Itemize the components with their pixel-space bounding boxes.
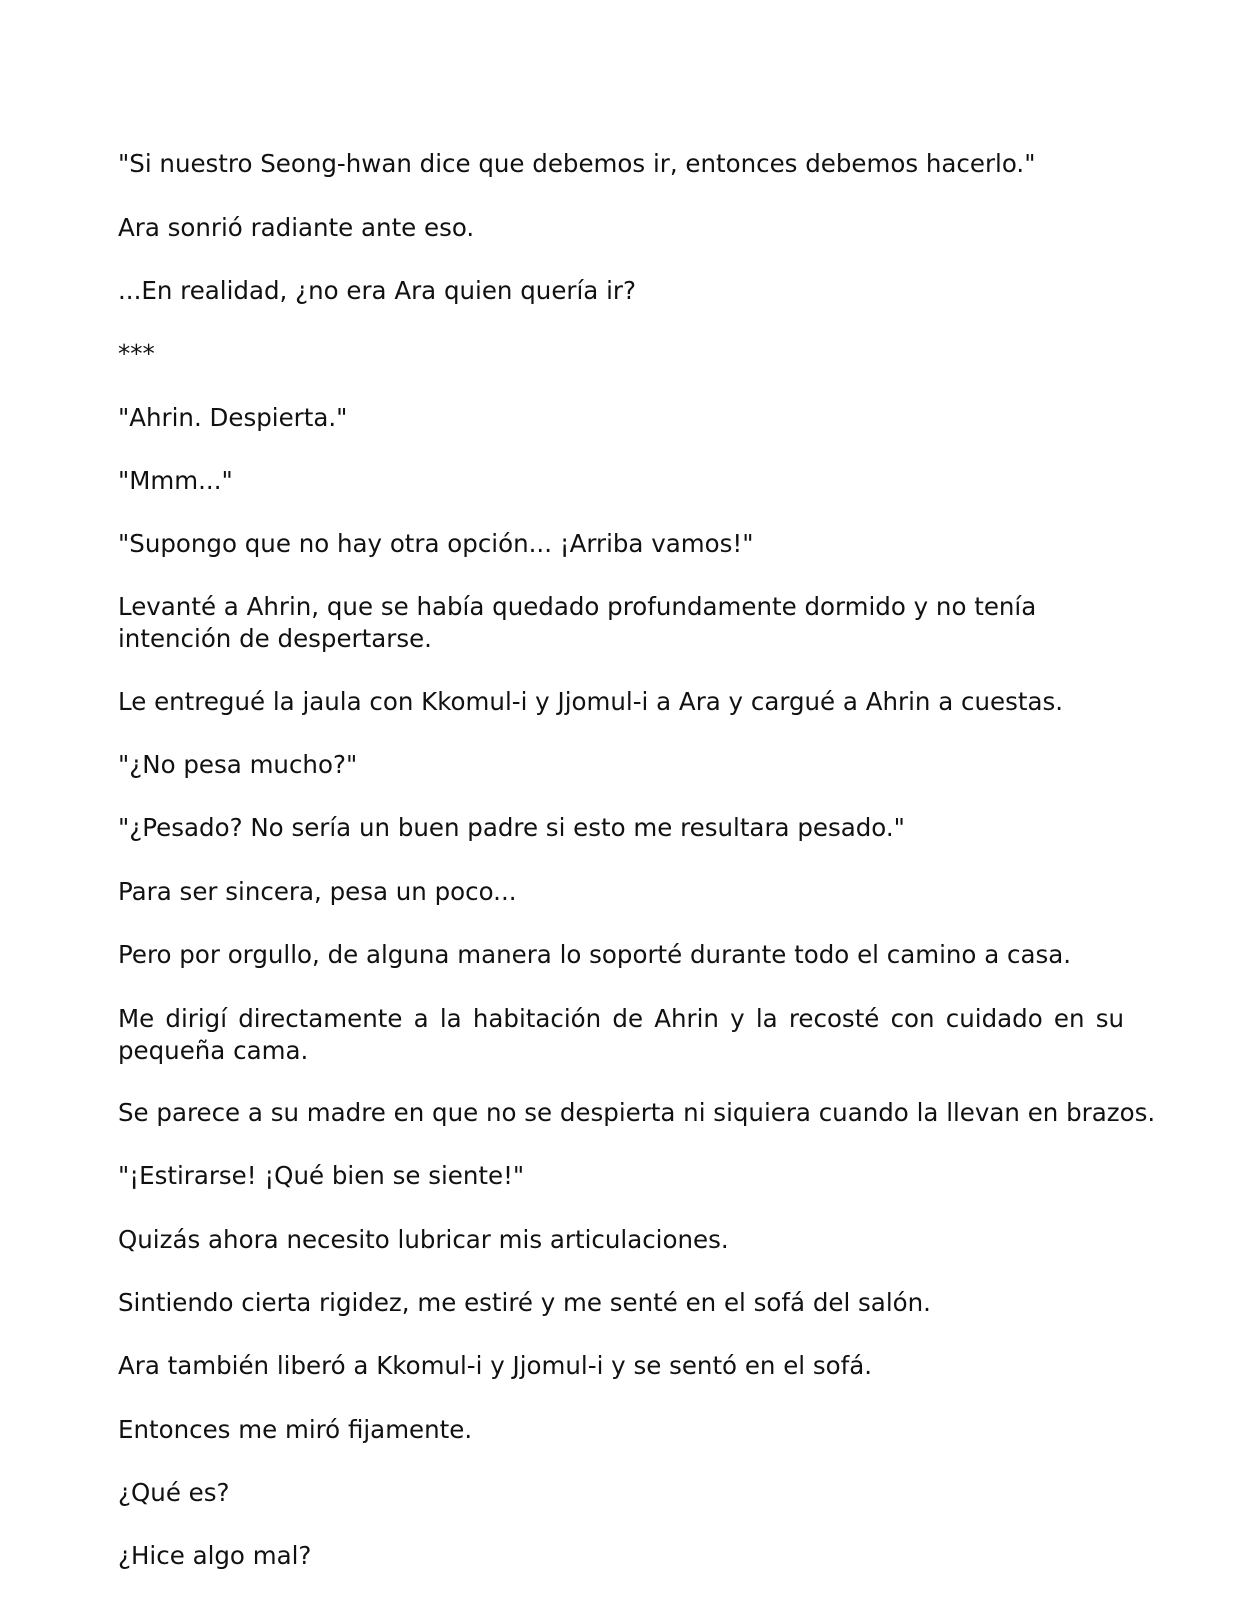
paragraph: "Si nuestro Seong-hwan dice que debemos ir, entonces debemos hacerlo.": [118, 149, 1036, 178]
paragraph: "Mmm...": [118, 466, 233, 495]
paragraph: ...En realidad, ¿no era Ara quien quería ir?: [118, 276, 636, 305]
paragraph: "Ahrin. Despierta.": [118, 403, 348, 432]
paragraph: "Supongo que no hay otra opción... ¡Arriba vamos!": [118, 529, 754, 558]
paragraph: Le entregué la jaula con Kkomul-i y Jjomul-i a Ara y cargué a Ahrin a cuestas.: [118, 687, 1064, 716]
paragraph: Ara sonrió radiante ante eso.: [118, 213, 475, 242]
paragraph: Ara también liberó a Kkomul-i y Jjomul-i y se sentó en el sofá.: [118, 1351, 873, 1380]
paragraph: Me dirigí directamente a la habitación de Ahrin y la recosté con cuidado en su pequeña cama.: [118, 1004, 1124, 1065]
paragraph: "¿Pesado? No sería un buen padre si esto me resultara pesado.": [118, 813, 905, 842]
paragraph: ¿Hice algo mal?: [118, 1541, 312, 1570]
scene-break: ***: [118, 339, 155, 368]
paragraph: Sintiendo cierta rigidez, me estiré y me senté en el sofá del salón.: [118, 1288, 931, 1317]
paragraph: Pero por orgullo, de alguna manera lo soporté durante todo el camino a casa.: [118, 940, 1072, 969]
paragraph: Quizás ahora necesito lubricar mis articulaciones.: [118, 1225, 729, 1254]
paragraph: "¿No pesa mucho?": [118, 750, 358, 779]
paragraph: Levanté a Ahrin, que se había quedado profundamente dormido y no tenía intención de despertarse.: [118, 592, 1037, 653]
paragraph: "¡Estirarse! ¡Qué bien se siente!": [118, 1161, 525, 1190]
paragraph: Se parece a su madre en que no se despierta ni siquiera cuando la llevan en brazos.: [118, 1098, 1156, 1127]
paragraph: Entonces me miró fijamente.: [118, 1415, 473, 1444]
paragraph: Para ser sincera, pesa un poco...: [118, 877, 517, 906]
paragraph: ¿Qué es?: [118, 1478, 230, 1507]
